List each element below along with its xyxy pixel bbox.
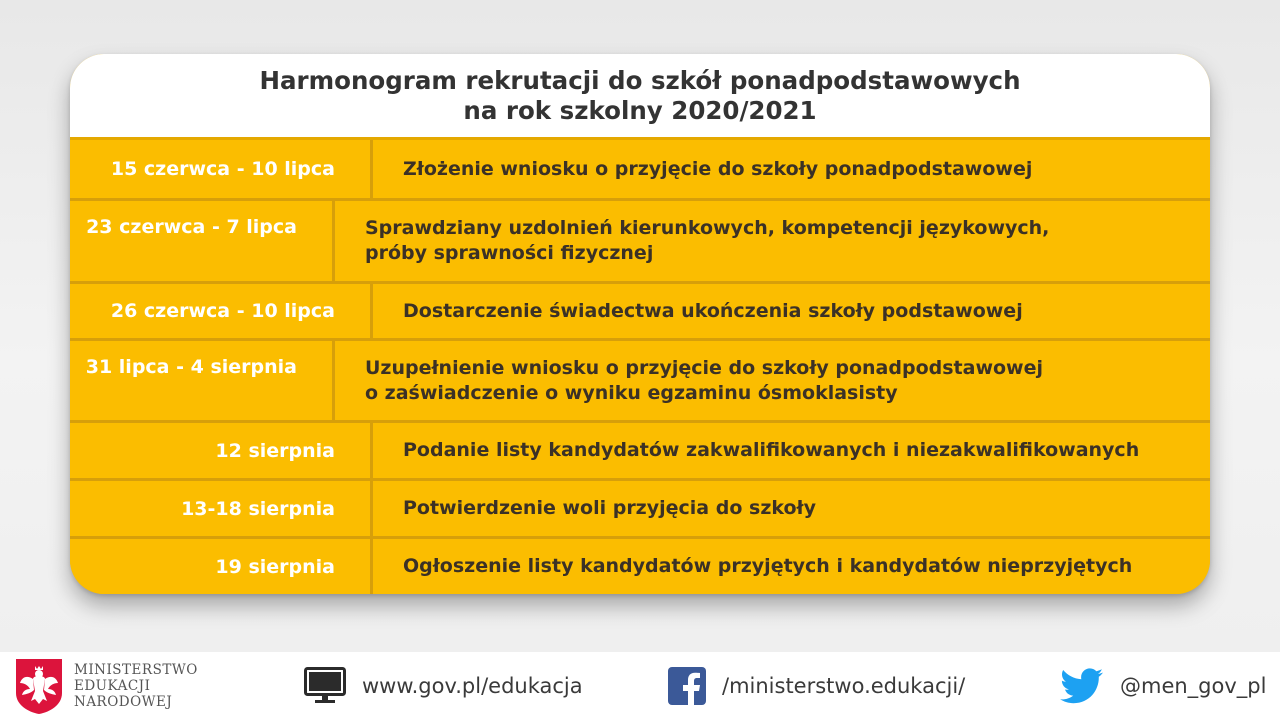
website-url: www.gov.pl/edukacja xyxy=(362,674,583,698)
row-description-line: Dostarczenie świadectwa ukończenia szkoły podstawowej xyxy=(403,299,1023,322)
row-description-line: Ogłoszenie listy kandydatów przyjętych i kandydatów nieprzyjętych xyxy=(403,555,1133,577)
row-description-line: próby sprawności fizycznej xyxy=(365,242,654,264)
row-description xyxy=(373,299,1023,324)
row-date: 31 lipca - 4 sierpnia xyxy=(70,341,335,420)
row-description-line: Złożenie wniosku o przyjęcie do szkoły ponadpodstawowej xyxy=(403,157,1033,180)
row-date: 15 czerwca - 10 lipca xyxy=(70,140,373,198)
ministry-name-line: MINISTERSTWO xyxy=(74,662,198,678)
page-title-line-2: na rok szkolny 2020/2021 xyxy=(463,95,817,125)
row-date: 19 sierpnia xyxy=(70,539,373,594)
ministry-name xyxy=(74,662,198,710)
row-date: 12 sierpnia xyxy=(70,423,373,478)
row-date: 23 czerwca - 7 lipca xyxy=(70,201,335,281)
schedule-card xyxy=(70,54,1210,594)
schedule-row xyxy=(70,478,1210,536)
row-description xyxy=(373,157,1032,182)
schedule-row xyxy=(70,281,1210,338)
schedule-row xyxy=(70,536,1210,594)
twitter-link[interactable] xyxy=(1060,668,1266,704)
twitter-bird-icon xyxy=(1060,668,1104,704)
schedule-row xyxy=(70,198,1210,281)
facebook-handle: /ministerstwo.edukacji/ xyxy=(722,674,966,698)
schedule-row xyxy=(70,338,1210,420)
schedule-table xyxy=(70,137,1210,594)
facebook-link[interactable] xyxy=(668,667,965,705)
row-description xyxy=(335,216,1049,266)
facebook-icon xyxy=(668,667,706,705)
schedule-row xyxy=(70,420,1210,478)
ministry-name-line: EDUKACJI xyxy=(74,678,151,694)
row-description-line: o zaświadczenie o wyniku egzaminu ósmoklasisty xyxy=(365,381,898,404)
row-description-line: Uzupełnienie wniosku o przyjęcie do szkoły ponadpodstawowej xyxy=(365,356,1043,379)
card-header xyxy=(70,54,1210,137)
monitor-icon xyxy=(304,667,346,705)
polish-eagle-emblem-icon xyxy=(14,657,64,715)
twitter-handle: @men_gov_pl xyxy=(1120,674,1267,698)
schedule-row xyxy=(70,137,1210,198)
row-description xyxy=(373,438,1139,463)
row-description-line: Potwierdzenie woli przyjęcia do szkoły xyxy=(403,497,816,519)
website-link[interactable] xyxy=(304,667,583,705)
row-description xyxy=(373,496,816,521)
ministry-name-line: NARODOWEJ xyxy=(74,694,173,710)
row-description xyxy=(373,554,1132,579)
footer xyxy=(0,652,1280,720)
row-description-line: Podanie listy kandydatów zakwalifikowanych i niezakwalifikowanych xyxy=(403,439,1140,461)
row-date: 26 czerwca - 10 lipca xyxy=(70,284,373,338)
row-description xyxy=(335,356,1043,406)
ministry-logo xyxy=(14,657,198,715)
row-date: 13-18 sierpnia xyxy=(70,481,373,536)
page-title-line-1: Harmonogram rekrutacji do szkół ponadpodstawowych xyxy=(259,65,1021,95)
row-description-line: Sprawdziany uzdolnień kierunkowych, kompetencji językowych, xyxy=(365,217,1050,239)
